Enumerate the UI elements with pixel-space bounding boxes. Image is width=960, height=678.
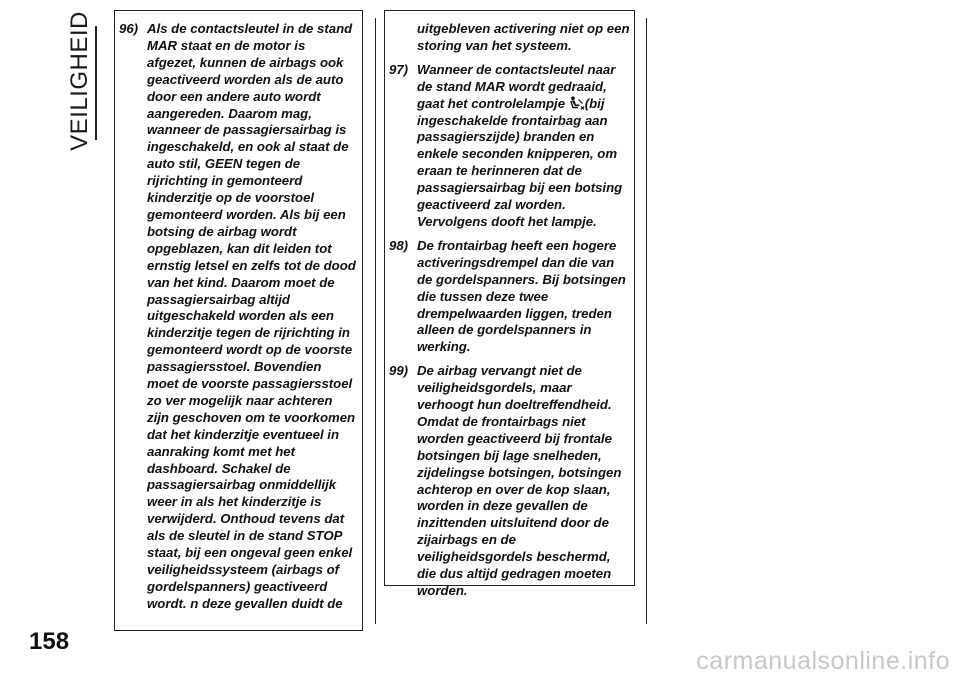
note-number: 98) [389, 237, 409, 253]
section-tab-divider [95, 26, 97, 140]
note-text: De airbag vervangt niet de veiligheidsgordels, maar verhoogt hun doeltreffendheid. Omdat de frontairbags niet worden geactiveerd bij frontale botsingen bij lage snelheden, zijdelingse botsingen, botsingen achterop en over de kop slaan, worden in deze gevallen de inzittenden uitsluitend door de zijairbags en de veiligheidsgordels beschermd, die dus altijd gedragen moeten worden. [417, 363, 622, 598]
notes-box-left [114, 10, 363, 631]
note-number: 97) [389, 61, 409, 77]
notes-list-left [119, 21, 356, 613]
page-number: 158 [29, 628, 70, 655]
airbag-warning-lamp-icon [569, 96, 585, 110]
note-number: 99) [389, 363, 409, 379]
watermark: carmanualsonline.info [696, 647, 950, 675]
note-text: De frontairbag heeft een hogere activeringsdrempel dan die van de gordelspanners. Bij botsingen die tussen deze twee drempelwaarden liggen, treden alleen de gordelspanners in werking. [417, 237, 626, 355]
note-96 [119, 21, 356, 613]
column-divider-left [375, 18, 376, 624]
notes-list-right [389, 21, 630, 600]
note-text: Als de contactsleutel in de stand MAR staat en de motor is afgezet, kunnen de airbags ook geactiveerd worden als de auto door een andere auto wordt aangereden. Daarom mag, wanneer de passagiersairbag is ingeschakeld, en ook al staat de auto stil, GEEN tegen de rijrichting in gemonteerd kinderzitje op de voorstoel gemonteerd worden. Als bij een botsing de airbag wordt opgeblazen, kan dit leiden tot ernstig letsel en zelfs tot de dood van het kind. Daarom moet de passagiersairbag altijd uitgeschakeld worden als een kinderzitje tegen de rijrichting in gemonteerd wordt op de voorste passagiersstoel. Bovendien moet de voorste passagiersstoel zo ver mogelijk naar achteren zijn geschoven om te voorkomen dat het kinderzitje eventueel in aanraking komt met het dashboard. Schakel de passagiersairbag onmiddellijk weer in als het kinderzitje is verwijderd. Onthoud tevens dat als de sleutel in de stand STOP staat, bij een ongeval geen enkel veiligheidssysteem (airbags of gordelspanners) geactiveerd wordt. n deze gevallen duidt de [147, 21, 356, 611]
note-97 [389, 62, 630, 231]
note-text: uitgebleven activering niet op een storing van het systeem. [417, 21, 630, 53]
section-tab [60, 11, 100, 151]
note-99 [389, 363, 630, 600]
note-98 [389, 238, 630, 356]
note-text-before-icon: Wanneer de contactsleutel naar de stand MAR wordt gedraaid, gaat het controlelampje [417, 61, 616, 111]
section-title: VEILIGHEID [66, 11, 93, 151]
column-divider-right [646, 18, 647, 624]
note-96-continuation [389, 21, 630, 55]
note-number: 96) [119, 21, 139, 36]
notes-box-right [384, 10, 635, 598]
note-text-after-icon: (bij ingeschakelde frontairbag aan passagierszijde) branden en enkele seconden knipperen, om eraan te herinneren dat de passagiersairbag bij een botsing geactiveerd zal worden. Vervolgens dooft het lampje. [417, 95, 623, 229]
